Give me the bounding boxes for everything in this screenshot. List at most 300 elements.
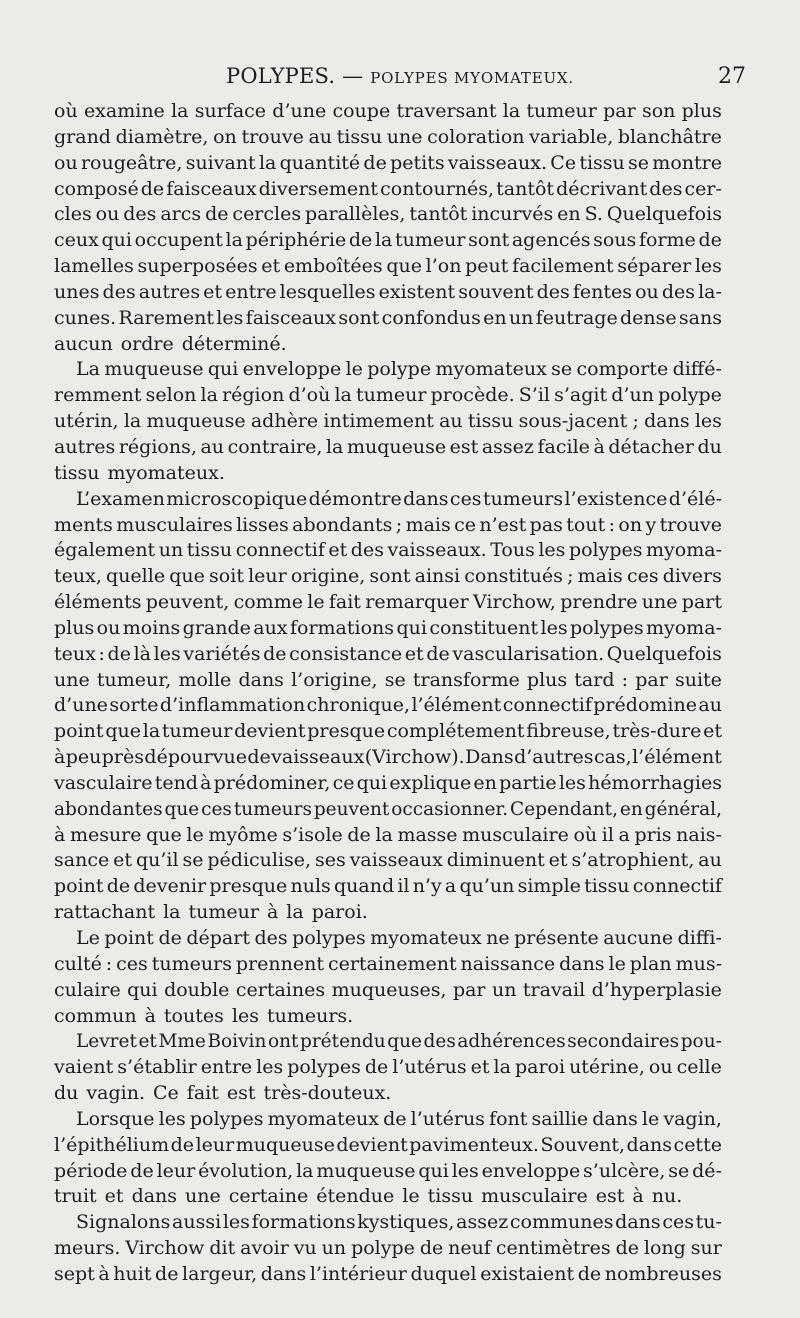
text-line — [54, 1133, 722, 1159]
word: ; — [395, 513, 403, 536]
word: aux — [253, 616, 288, 639]
word: microscopique — [166, 487, 308, 510]
word: d’où — [288, 384, 331, 407]
word: les — [158, 1107, 186, 1130]
text-line — [54, 874, 722, 900]
word: intimement — [323, 410, 434, 433]
word: chronique, — [306, 694, 411, 717]
word: quand — [333, 875, 395, 898]
word: s’atrophient, — [571, 849, 695, 872]
word: peuvent, — [145, 591, 230, 614]
word: Virchow — [125, 1237, 205, 1260]
word: à — [593, 435, 605, 458]
word: : — [98, 642, 105, 665]
text-line — [54, 590, 722, 616]
text-line — [54, 151, 722, 177]
word: nais- — [676, 823, 722, 846]
word: nombreuses — [604, 1262, 722, 1285]
word: de — [577, 1262, 602, 1285]
word: origine, — [290, 565, 366, 588]
page-header — [0, 62, 800, 96]
word: d’autres — [514, 746, 594, 769]
word: là — [133, 642, 151, 665]
word: formations — [251, 1211, 356, 1234]
word: (Virchow). — [364, 746, 465, 769]
word: de — [347, 823, 371, 846]
word: dé- — [692, 1159, 722, 1182]
word: que — [169, 565, 205, 588]
word: pou- — [680, 1031, 722, 1053]
word: tu- — [695, 1211, 722, 1234]
word: paroi. — [311, 901, 368, 924]
word: tissu — [186, 539, 233, 562]
word: démontre — [308, 487, 402, 510]
word: polypes — [568, 539, 643, 562]
word: des — [254, 927, 288, 949]
word: s’ulcère, — [583, 1159, 666, 1182]
word: polypes — [570, 616, 644, 639]
word: tissu — [584, 875, 630, 898]
word: s’établir — [117, 1056, 197, 1079]
word: Virchow, — [473, 591, 556, 614]
word: leur — [195, 1133, 235, 1156]
text-line — [54, 668, 722, 694]
text-line — [54, 280, 722, 306]
word: de — [363, 151, 387, 174]
word: secondaires — [567, 1031, 680, 1053]
word: coloration — [427, 125, 525, 148]
word: montre — [652, 151, 722, 174]
word: transforme — [412, 668, 520, 691]
word: musculaire — [462, 823, 569, 846]
word: dense — [619, 306, 677, 329]
word: muqueuses, — [331, 978, 447, 1001]
word: dans — [260, 1262, 307, 1285]
word: devient — [336, 1133, 408, 1156]
word: dans — [615, 1211, 661, 1234]
word: point — [104, 927, 154, 949]
word: la — [502, 100, 521, 122]
text-line — [54, 1184, 722, 1210]
word: comporte — [576, 358, 669, 381]
word: que — [146, 823, 182, 846]
word: des — [423, 1031, 456, 1053]
word: vasculaire — [54, 771, 153, 794]
text-line — [54, 952, 722, 978]
word: en — [473, 771, 497, 794]
word: dans — [644, 410, 690, 433]
word: consistance — [289, 642, 403, 665]
text-line — [54, 719, 722, 745]
word: remment — [54, 384, 142, 407]
word: leur — [248, 565, 287, 588]
word: occasionner. — [391, 798, 509, 820]
word: tantôt — [496, 177, 555, 200]
word: myôme — [208, 823, 278, 846]
word: qui — [418, 1159, 449, 1182]
word: la — [334, 384, 352, 407]
word: qu’il — [135, 849, 179, 872]
word: étendue — [316, 1185, 395, 1208]
word: duquel — [410, 1262, 477, 1285]
word: d’une — [54, 694, 108, 717]
text-line — [54, 332, 722, 358]
word: qui — [356, 771, 388, 794]
word: tissu — [427, 1185, 474, 1208]
word: communes — [509, 1211, 614, 1234]
word: mesure — [69, 823, 142, 846]
word: décrivant — [556, 177, 648, 200]
word: long — [643, 1237, 686, 1260]
word: certainement — [327, 952, 457, 975]
word: à — [54, 746, 66, 769]
word: contraire, — [227, 435, 323, 458]
running-head-title: POLYPES. — — [226, 64, 364, 88]
text-line — [54, 409, 722, 435]
word: ceux — [54, 229, 99, 252]
word: est — [226, 1082, 256, 1105]
word: vaisseaux. — [447, 151, 548, 174]
word: Mme — [158, 1031, 206, 1053]
word: toutes — [163, 1004, 224, 1027]
word: commun — [54, 1004, 137, 1027]
word: se — [384, 668, 406, 691]
word: simple — [517, 875, 581, 898]
word: tumeur — [356, 384, 427, 407]
word: la — [123, 410, 142, 433]
word: dit — [209, 1237, 236, 1260]
word: les — [256, 1056, 284, 1079]
word: a — [618, 823, 630, 846]
word: cer- — [684, 177, 722, 200]
word: Quelquefois — [606, 203, 722, 226]
word: ces — [626, 565, 659, 588]
word: trouve — [659, 513, 722, 536]
word: à — [266, 901, 279, 924]
word: lamelles — [54, 255, 134, 278]
word: la — [258, 151, 277, 174]
word: pavimenteux. — [409, 1133, 539, 1156]
word: d’hyperplasie — [591, 978, 722, 1001]
word: tumeur, — [96, 668, 172, 691]
word: ou — [54, 151, 78, 174]
word: de — [170, 1133, 195, 1156]
word: à — [200, 771, 212, 794]
word: moins — [122, 616, 181, 639]
word: aucune — [603, 927, 674, 949]
word: ou — [96, 616, 121, 639]
word: Signalons — [76, 1211, 171, 1234]
word: le — [402, 1185, 420, 1208]
word: dans — [592, 1107, 638, 1130]
text-line — [54, 177, 722, 203]
word: vu — [293, 1237, 317, 1260]
text-line — [54, 797, 722, 823]
word: dans — [559, 952, 605, 975]
word: trouve — [241, 125, 304, 148]
word: et — [404, 642, 424, 665]
word: dans — [403, 487, 449, 510]
word: prédominer, — [213, 771, 331, 794]
word: et — [261, 255, 281, 278]
running-head-subtitle: POLYPES MYOMATEUX. — [370, 69, 574, 87]
word: par — [452, 978, 486, 1001]
word: où — [54, 100, 78, 122]
word: une — [54, 668, 90, 691]
word: la — [493, 1056, 511, 1079]
word: feutrage — [535, 306, 618, 329]
word: un — [158, 539, 184, 562]
word: existaient — [480, 1262, 575, 1285]
text-line — [54, 693, 722, 719]
word: vaisseaux. — [387, 539, 487, 562]
word: de — [106, 875, 131, 898]
word: d’élé- — [668, 487, 722, 510]
word: a — [444, 875, 457, 898]
word: adhérences — [457, 1031, 566, 1053]
word: des — [649, 177, 683, 200]
word: dépourvue — [144, 746, 247, 769]
word: ces — [662, 1211, 694, 1234]
word: agencés — [511, 229, 591, 252]
word: constitués — [464, 565, 563, 588]
word: tard — [574, 668, 615, 691]
word: diversement — [258, 177, 379, 200]
word: les — [558, 771, 586, 794]
word: où — [573, 823, 598, 846]
word: selon — [145, 384, 197, 407]
word: à — [54, 823, 66, 846]
word: part — [681, 591, 722, 614]
word: ces — [201, 798, 232, 820]
word: un — [491, 978, 517, 1001]
word: la — [225, 229, 243, 252]
word: l’élément — [632, 746, 722, 769]
word: des — [661, 280, 696, 303]
word: cas, — [593, 746, 632, 769]
word: enveloppe — [242, 358, 342, 381]
word: un — [508, 306, 534, 329]
word: de — [158, 927, 182, 949]
word: présente — [514, 927, 599, 949]
text-line — [54, 306, 722, 332]
word: facile — [537, 435, 590, 458]
word: point — [54, 875, 104, 898]
word: variable, — [529, 125, 614, 148]
word: ainsi — [414, 565, 461, 588]
word: kystiques, — [357, 1211, 455, 1234]
word: divers — [662, 565, 722, 588]
word: dans — [626, 1133, 673, 1156]
word: des — [350, 539, 384, 562]
word: cunes. — [54, 306, 117, 329]
word: les — [538, 539, 566, 562]
word: sans — [678, 306, 722, 329]
word: sorte — [109, 694, 159, 717]
word: tumeur — [526, 100, 597, 122]
word: adhère — [250, 410, 319, 433]
word: l’intérieur — [309, 1262, 407, 1285]
word: teux, — [54, 565, 102, 588]
word: de — [155, 1262, 179, 1285]
word: Ce — [152, 1082, 179, 1105]
word: ont — [267, 1031, 299, 1053]
word: certaine — [228, 1185, 309, 1208]
word: tumeur — [161, 720, 233, 743]
word: période — [54, 1159, 128, 1182]
word: s’agit — [554, 384, 608, 407]
word: d’inflammation — [159, 694, 306, 717]
word: faisceaux — [245, 306, 337, 329]
word: les — [451, 1159, 479, 1182]
word: connectif — [235, 539, 325, 562]
word: teux — [54, 642, 96, 665]
word: région — [222, 384, 285, 407]
word: enveloppe — [481, 1159, 581, 1182]
word: coupe — [332, 100, 391, 122]
word: travail — [522, 978, 586, 1001]
word: du — [54, 1082, 79, 1105]
word: des — [102, 280, 136, 303]
word: faisceaux — [166, 177, 257, 200]
text-line — [54, 745, 722, 771]
word: point — [54, 720, 104, 743]
word: et — [548, 849, 568, 872]
text-line — [54, 823, 722, 849]
word: à — [632, 1185, 644, 1208]
word: par — [603, 100, 636, 122]
word: Le — [76, 927, 100, 949]
word: : — [105, 952, 113, 975]
word: diffi- — [677, 927, 722, 949]
word: sont — [338, 306, 380, 329]
word: la — [200, 384, 218, 407]
word: blanchâtre — [617, 125, 722, 148]
word: on — [213, 125, 237, 148]
word: de — [130, 1159, 154, 1182]
word: L’examen — [76, 487, 165, 510]
word: régions, — [118, 435, 197, 458]
word: de — [348, 229, 373, 252]
word: ordre — [120, 332, 174, 355]
word: culaire — [54, 978, 121, 1001]
word: centimètres — [495, 1237, 611, 1260]
word: Dans — [465, 746, 514, 769]
word: Cependant, — [510, 798, 618, 820]
word: et — [138, 1031, 157, 1053]
word: ments — [54, 513, 113, 536]
word: n’y — [412, 875, 442, 898]
word: tissu — [579, 151, 625, 174]
word: la — [163, 901, 181, 924]
word: la — [296, 1159, 314, 1182]
word: entre — [200, 1056, 253, 1079]
word: emboîtées — [283, 255, 383, 278]
word: le — [345, 358, 363, 381]
text-line — [54, 487, 722, 513]
text-line — [54, 1210, 722, 1236]
word: diminuent — [446, 849, 545, 872]
word: ou — [95, 203, 120, 226]
word: et — [470, 1056, 490, 1079]
word: polypes — [292, 927, 366, 949]
word: tumeurs — [482, 487, 564, 510]
word: contournés, — [380, 177, 495, 200]
word: tissu — [467, 410, 514, 433]
word: grande — [182, 616, 251, 639]
word: que — [105, 720, 141, 743]
word: les — [694, 410, 722, 433]
word: polype — [367, 358, 432, 381]
word: la- — [698, 280, 722, 303]
word: près — [101, 746, 145, 769]
word: fait — [328, 591, 361, 614]
word: ses — [315, 849, 346, 872]
word: se — [182, 849, 204, 872]
word: et — [328, 539, 348, 562]
text-line — [54, 1081, 722, 1107]
text-line — [54, 1159, 722, 1185]
word: peut — [465, 255, 509, 278]
word: plus — [54, 616, 95, 639]
text-line — [54, 99, 722, 125]
word: de — [140, 177, 165, 200]
word: du — [697, 435, 722, 458]
word: lesquelles — [279, 280, 376, 303]
word: S. — [584, 203, 603, 226]
word: une — [641, 591, 678, 614]
word: en — [619, 798, 643, 820]
word: plan — [629, 952, 672, 975]
word: de — [419, 1237, 444, 1260]
word: muqueuse — [104, 358, 204, 381]
word: le — [307, 591, 325, 614]
word: une — [185, 1185, 221, 1208]
word: suite — [674, 668, 722, 691]
word: abondantes — [54, 798, 163, 820]
word: cette — [673, 1133, 722, 1156]
word: facilement — [512, 255, 614, 278]
word: double — [164, 978, 230, 1001]
word: le — [186, 823, 204, 846]
word: abondants — [292, 513, 393, 536]
word: vaient — [54, 1056, 114, 1079]
word: général, — [644, 798, 722, 820]
word: de — [383, 1107, 407, 1130]
word: les — [540, 616, 568, 639]
text-line — [54, 1236, 722, 1262]
word: Quelquefois — [606, 642, 722, 665]
word: myomateux — [370, 927, 482, 949]
page-number: 27 — [718, 64, 746, 89]
word: de — [698, 229, 722, 252]
word: examine — [83, 100, 165, 122]
text-line — [54, 616, 722, 642]
word: parallèles, — [305, 203, 406, 226]
word: myomateux. — [107, 461, 225, 484]
word: qu’un — [459, 875, 515, 898]
word: neuf — [448, 1237, 491, 1260]
word: soit — [209, 565, 244, 588]
word: aussi — [172, 1211, 222, 1234]
word: au — [698, 849, 722, 872]
word: déterminé. — [181, 332, 287, 355]
word: remarquer — [365, 591, 469, 614]
word: que — [164, 798, 200, 820]
word: prédomine — [593, 694, 697, 717]
word: tumeurs. — [266, 1004, 354, 1027]
word: muqueuse — [235, 1133, 335, 1156]
